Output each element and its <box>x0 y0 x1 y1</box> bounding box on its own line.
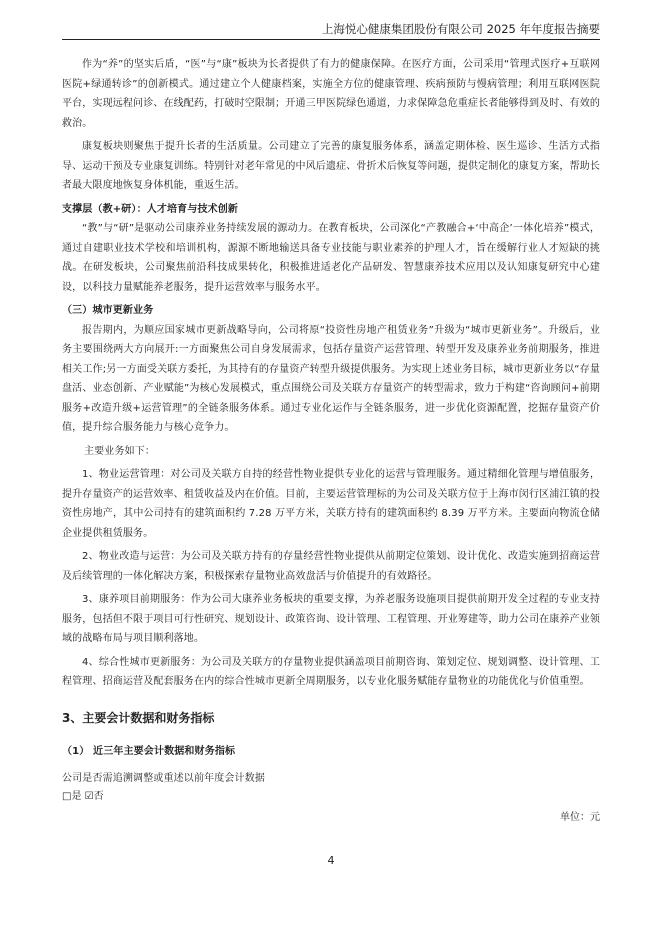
paragraph-urban-renewal: 报告期内，为顺应国家城市更新战略导向，公司将原“投资性房地产租赁业务”升级为“城市更新业务”。升级后，业务主要围绕两大方向展开:一方面聚焦公司自身发展需求，包括存量资产运营管理、转型开发及康养业务前期服务，推进相关工作;另一方面受关联方委托，为其持有的存量资产转型升级提供服务。为实现上述业务目标，城市更新业务以“存量盘活、业态创新、产业赋能”为核心发展模式，重点围绕公司及关联方存量资产的转型需求，致力于构建“咨询顾问+前期服务+改造升级+运营管理”的全链条服务体系。通过专业化运作与全链条服务，进一步优化资源配置，挖掘存量资产价值，提升综合服务能力与核心竞争力。 <box>62 324 600 433</box>
list-item-healthcare-preliminary: 3、康养项目前期服务：作为公司大康养业务板块的重要支撑，为养老服务设施项目提供前期开发全过程的专业支持服务，包括但不限于项目可行性研究、规划设计、政策咨询、设计管理、工程管理、开业筹建等，助力公司在康养产业领域的战略布局与项目顺利落地。 <box>62 594 600 644</box>
page-number: 4 <box>327 854 335 867</box>
paragraph-medical: 作为“养”的坚实后盾，“医”与“康”板块为长者提供了有力的健康保障。在医疗方面，公司采用“管理式医疗+互联网医院+绿通转诊”的创新模式。通过建立个人健康档案，实施全方位的健康管理、疾病预防与慢病管理；利用互联网医院平台，实现远程问诊、在线配药，打破时空限制；开通三甲医院绿色通道，力求保障急危重症长者能够得到及时、有效的救治。 <box>62 59 600 129</box>
section-heading-urban-renewal: （三）城市更新业务 <box>62 305 154 316</box>
list-item-comprehensive-renewal: 4、综合性城市更新服务：为公司及关联方的存量物业提供涵盖项目前期咨询、策划定位、规划调整、设计管理、工程管理、招商运营及配套服务在内的综合性城市更新全周期服务，以专业化服务赋能存量物业的功能优化与价值重塑。 <box>62 656 600 687</box>
paragraph-main-business: 主要业务如下： <box>84 445 156 457</box>
document-body <box>62 55 600 827</box>
subheading-support-layer: 支撑层（教+研）：人才培育与技术创新 <box>62 203 239 215</box>
list-item-property-renovation: 2、物业改造与运营：为公司及关联方持有的存量经营性物业提供从前期定位策划、设计优化、改造实施到招商运营及后续管理的一体化解决方案，积极探索存量物业高效盘活与价值提升的有效路径。 <box>62 551 600 582</box>
page-header: 上海悦心健康集团股份有限公司 2025 年年度报告摘要 <box>62 22 600 40</box>
subheading-three-year-data: （1） 近三年主要会计数据和财务指标 <box>62 745 236 757</box>
list-item-property-operation: 1、物业运营管理：对公司及关联方自持的经营性物业提供专业化的运营与管理服务。通过精细化管理与增值服务，提升存量资产的运营效率、租赁收益及内在价值。目前，主要运营管理标的为公司及关联方位于上海市闵行区浦江镇的投资性房地产，其中公司持有的建筑面积约 7.28 万平方米，关联方持有的建筑面积约 8.39 万平方米。主要面向物流仓储企业提供租赁服务。 <box>62 469 600 539</box>
section-heading-accounting-data: 3、主要会计数据和财务指标 <box>62 710 215 725</box>
paragraph-education-research: “教”与“研”是驱动公司康养业务持续发展的源动力。在教育板块，公司深化“产教融合+‘中高企’一体化培养”模式，通过自建职业技术学校和培训机构，源源不断地输送具备专业技能与职业素养的护理人才，旨在缓解行业人才短缺的挑战。在研发板块，公司聚焦前沿科技成果转化，积极推进适老化产品研发、智慧康养技术应用以及认知康复研究中心建设，以科技力量赋能养老服务，提升运营效率与服务水平。 <box>62 223 600 293</box>
restatement-checkbox: □是 ☑否 <box>62 790 104 802</box>
unit-label: 单位：元 <box>560 811 600 823</box>
restatement-question: 公司是否需追溯调整或重述以前年度会计数据 <box>62 773 265 784</box>
paragraph-rehabilitation: 康复板块则聚焦于提升长者的生活质量。公司建立了完善的康复服务体系，涵盖定期体检、医生巡诊、生活方式指导、运动干预及专业康复训练。特别针对老年常见的中风后遗症、骨折术后恢复等问题，提供定制化的康复方案，帮助长者最大限度地恢复身体机能，重返生活。 <box>62 141 600 191</box>
